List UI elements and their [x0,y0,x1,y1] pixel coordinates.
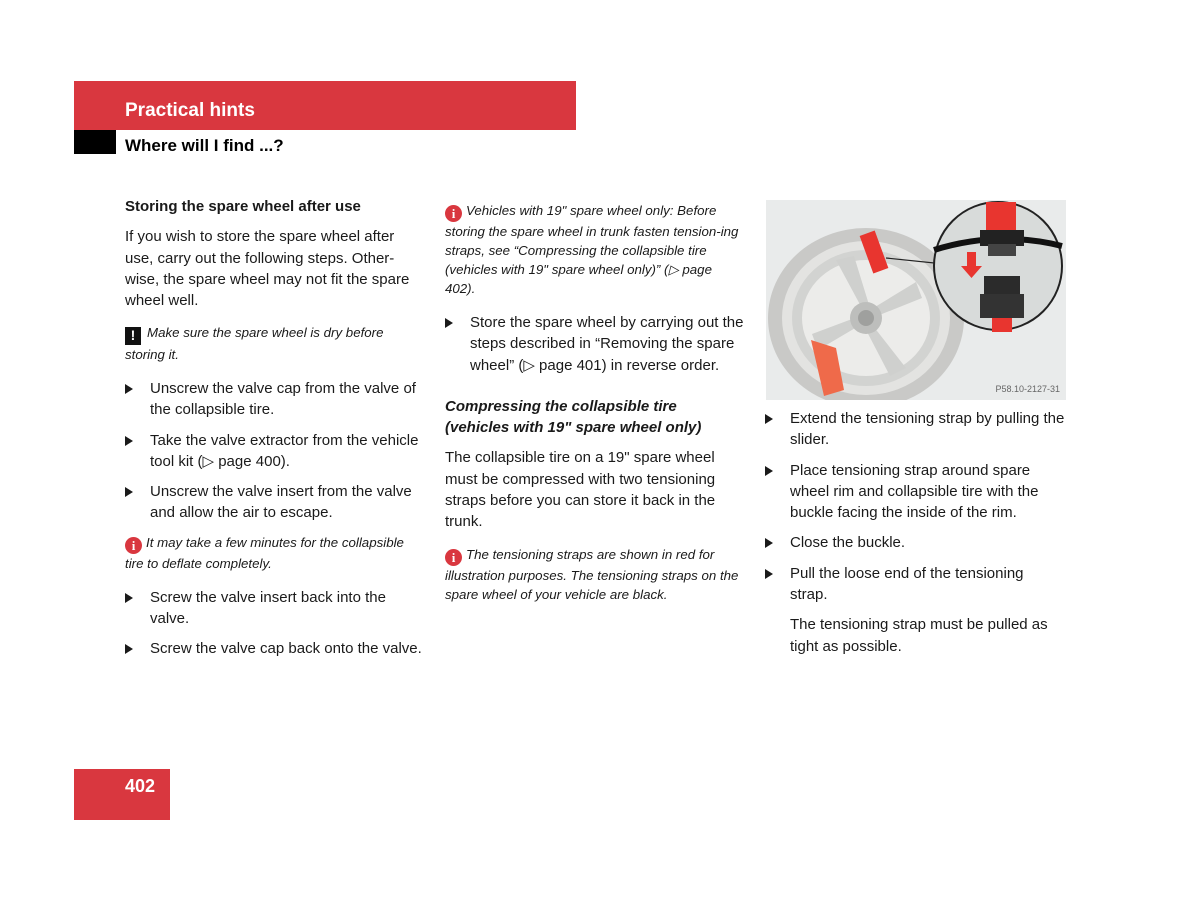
subsection-title: Where will I find ...? [125,136,284,155]
info-text: It may take a few minutes for the collapsible tire to deflate completely. [125,534,404,571]
list-item [125,378,425,421]
step-text: Screw the valve insert back into the valve. [150,588,386,628]
compressing-heading: Compressing the collapsible tire (vehicles with 19" spare wheel only) [445,397,702,437]
spare-wheel-drawing [766,200,1066,400]
result-text: The tensioning strap must be pulled as tight as possible. [790,616,1048,655]
list-item [125,587,425,630]
figure-code: P58.10-2127-31 [995,384,1060,394]
step-text: Extend the tensioning strap by pulling the slider. [790,410,1065,449]
column-2 [445,201,745,618]
storing-heading: Storing the spare wheel after use [125,198,361,215]
subsection-marker [74,130,116,154]
warning-text: Make sure the spare wheel is dry before storing it. [125,325,384,362]
bullet-triangle-icon [125,487,133,497]
info-note [125,533,425,573]
column-3 [765,408,1065,657]
bullet-triangle-icon [765,538,773,548]
bullet-triangle-icon [125,593,133,603]
step-text: Store the spare wheel by carrying out the steps described in “Removing the spare wheel” (▷ page 401) in reverse order. [470,314,744,374]
bullet-triangle-icon [125,436,133,446]
list-item [765,408,1065,451]
info-note [445,545,745,604]
step-text: Close the buckle. [790,534,906,552]
column-1 [125,196,425,669]
step-text: Pull the loose end of the tensioning strap. [790,564,1024,604]
bullet-triangle-icon [445,318,453,328]
step-text: Unscrew the valve insert from the valve and allow the air to escape. [150,483,412,522]
bullet-triangle-icon [765,569,773,579]
info-text: Vehicles with 19" spare wheel only: Before storing the spare wheel in trunk fasten tension-ing straps, see “Compressing the collapsible tire (vehicles with 19" spare wheel only)” (▷ page 402). [445,203,739,296]
list-item [125,430,425,473]
list-item [765,460,1065,524]
spare-wheel-illustration [766,200,1066,400]
list-item [125,481,425,524]
info-text: The tensioning straps are shown in red for illustration purposes. The tensioning straps on the spare wheel of your vehicle are black. [445,546,739,602]
step-text: Place tensioning strap around spare wheel rim and collapsible tire with the buckle facing the inside of the rim. [790,461,1039,522]
warning-note [125,323,425,364]
bullet-triangle-icon [125,644,133,654]
page-number-box [74,769,170,820]
step-text: Take the valve extractor from the vehicle tool kit (▷ page 400). [150,431,419,470]
list-item [765,532,1065,553]
step-text: Unscrew the valve cap from the valve of the collapsible tire. [150,379,416,419]
info-note [445,201,745,298]
bullet-triangle-icon [765,414,773,424]
section-title: Practical hints [125,100,255,121]
list-item [765,563,1065,606]
info-icon: i [125,537,142,554]
bullet-triangle-icon [765,466,773,476]
compressing-body: The collapsible tire on a 19" spare wheel must be compressed with two tensioning straps before you can store it back in the trunk. [445,449,716,531]
list-item [125,638,425,659]
step-text: Screw the valve cap back onto the valve. [150,640,422,658]
page-number: 402 [125,776,156,796]
storing-intro: If you wish to store the spare wheel after use, carry out the following steps. Other-wise, the spare wheel may not fit the spare wheel well. [125,228,410,310]
list-item [445,312,745,376]
info-icon: i [445,549,462,566]
info-icon: i [445,205,462,222]
warning-icon: ! [125,327,141,345]
bullet-triangle-icon [125,384,133,394]
